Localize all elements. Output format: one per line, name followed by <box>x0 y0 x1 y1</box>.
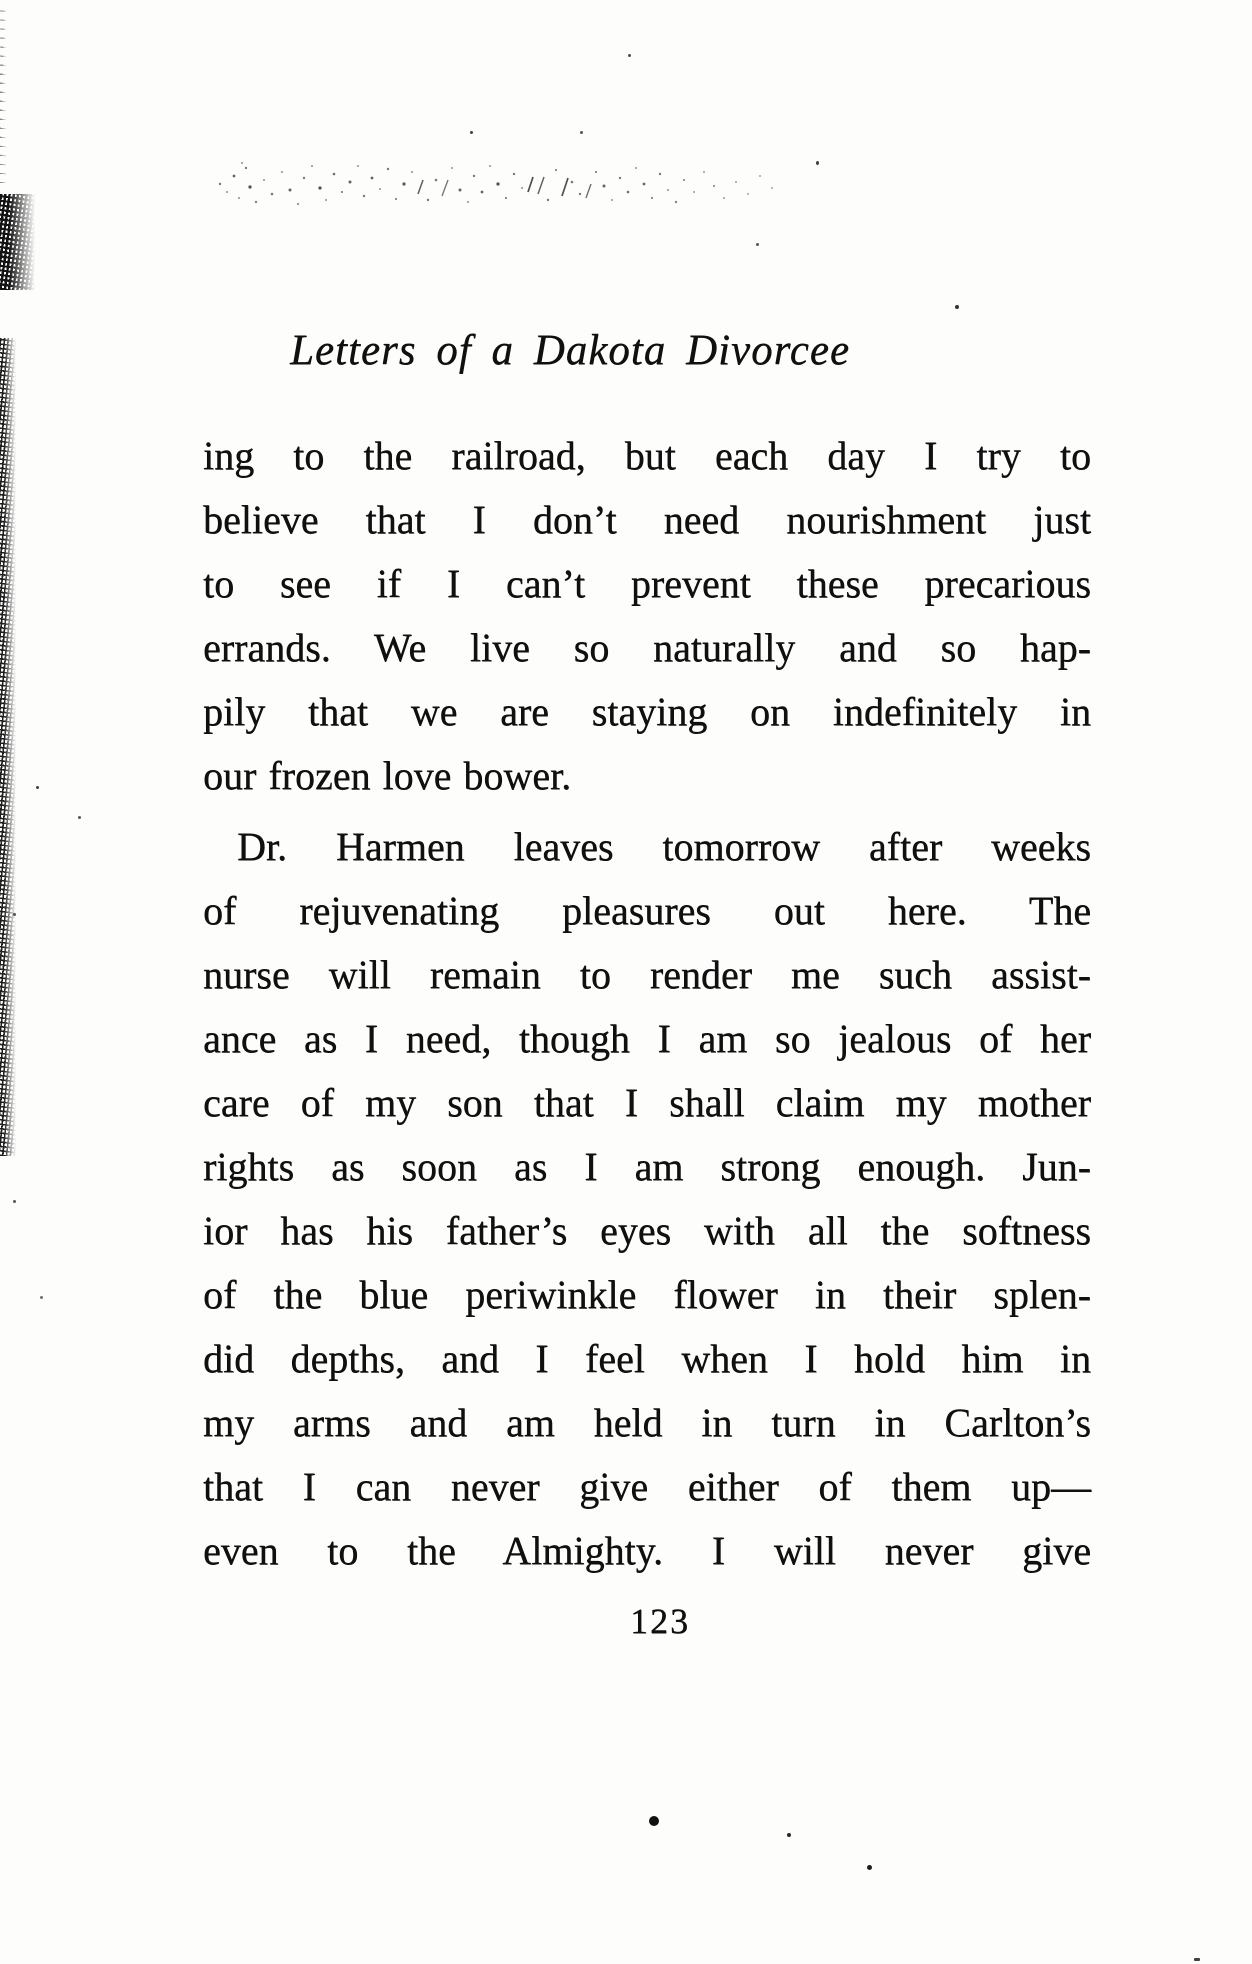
scan-speck <box>40 1296 43 1299</box>
scan-speck <box>649 1816 659 1826</box>
binding-edge-artifact-top <box>0 8 7 183</box>
erased-inscription-smudge <box>212 154 790 218</box>
scan-speck <box>1194 1958 1200 1961</box>
text-line: ance as I need, though I am so jealous of her <box>203 1016 1091 1061</box>
text-line: Dr. Harmen leaves tomorrow after weeks <box>237 824 1091 869</box>
page-number: 123 <box>630 1601 690 1641</box>
text-line: of rejuvenating pleasures out here. The <box>203 888 1091 933</box>
text-line: pily that we are staying on indefinitely in <box>203 689 1091 734</box>
scan-speck <box>580 131 583 134</box>
binding-edge-artifact-blob <box>0 194 36 290</box>
scan-speck <box>955 305 959 309</box>
text-line: did depths, and I feel when I hold him in <box>203 1336 1091 1381</box>
text-line: ior has his father’s eyes with all the softness <box>203 1208 1091 1253</box>
text-line: believe that I don’t need nourishment just <box>203 497 1091 542</box>
text-line: to see if I can’t prevent these precarious <box>203 561 1091 606</box>
text-line: my arms and am held in turn in Carlton’s <box>203 1400 1091 1445</box>
binding-edge-artifact-streak <box>0 338 16 1156</box>
text-line: that I can never give either of them up— <box>203 1464 1091 1509</box>
page-title: Letters of a Dakota Divorcee <box>290 327 850 374</box>
text-line: even to the Almighty. I will never give <box>203 1528 1091 1573</box>
scan-speck <box>816 161 819 165</box>
text-line: of the blue periwinkle flower in their splen- <box>203 1272 1091 1317</box>
body-text <box>203 424 1091 1583</box>
text-line: rights as soon as I am strong enough. Jun- <box>203 1144 1091 1189</box>
text-line: ing to the railroad, but each day I try to <box>203 433 1091 478</box>
paragraph <box>203 815 1091 1583</box>
scan-speck <box>787 1833 791 1837</box>
scan-speck <box>867 1865 872 1870</box>
paragraph <box>203 424 1091 808</box>
scan-speck <box>13 1200 16 1203</box>
scan-speck <box>470 131 473 134</box>
scan-speck <box>756 243 759 246</box>
text-line: our frozen love bower. <box>203 753 572 798</box>
scan-speck <box>628 54 631 57</box>
scan-speck <box>36 786 39 789</box>
text-line: errands. We live so naturally and so hap- <box>203 625 1091 670</box>
text-line: nurse will remain to render me such assist- <box>203 952 1091 997</box>
scan-speck <box>78 816 81 819</box>
text-line: care of my son that I shall claim my mother <box>203 1080 1091 1125</box>
